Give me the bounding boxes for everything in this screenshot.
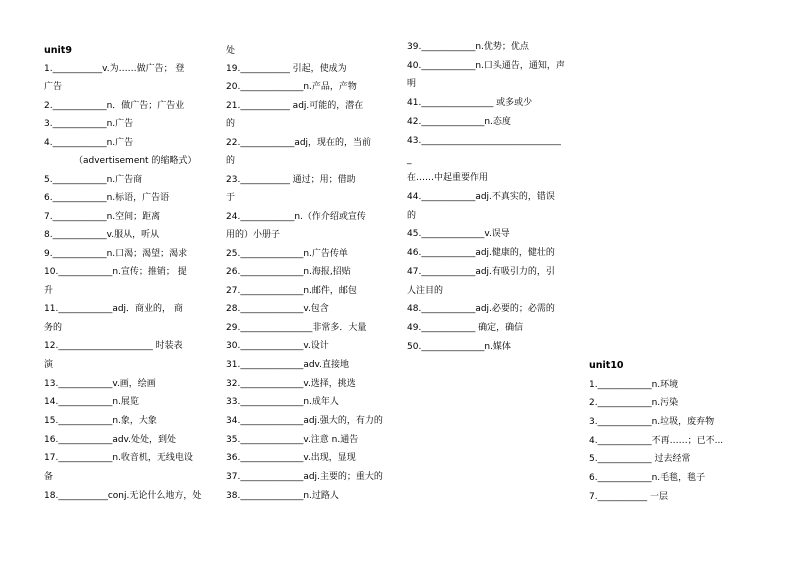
vocab-line: 1.____________n.环境 [589, 380, 679, 390]
vocab-line: 28.______________v.包含 [226, 304, 329, 314]
vocab-line: 19.___________ 引起，使成为 [226, 64, 347, 74]
vocab-line: 12._____________________ 时装表 [44, 341, 183, 351]
vocab-line: 27.______________n.邮件，邮包 [226, 286, 357, 296]
vocab-line: 47.____________adj.有吸引力的，引 [407, 267, 555, 277]
unit-heading: unit10 [589, 360, 624, 371]
vocab-line: 升 [44, 286, 54, 296]
vocab-line: 3.____________n.广告 [44, 119, 134, 129]
vocab-line: 6.____________n.标语，广告语 [44, 193, 170, 203]
vocab-line: 4.____________不再……；已不... [589, 436, 724, 446]
vocab-line: 的 [226, 156, 236, 166]
vocab-line: 21.___________ adj.可能的，潜在 [226, 101, 364, 111]
vocab-line: 的 [226, 119, 236, 129]
vocab-line: 35.______________v.注意 n.通告 [226, 435, 359, 445]
vocab-line: 17.____________n.收音机，无线电设 [44, 453, 193, 463]
vocab-line: 5.____________ 过去经常 [589, 454, 691, 464]
vocab-line: 22.____________adj，现在的，当前 [226, 138, 372, 148]
vocab-line: 42.______________n.态度 [407, 117, 511, 127]
vocab-line: 26.______________n.海报,招贴 [226, 267, 351, 277]
vocab-line: 23.___________ 通过；用；借助 [226, 175, 356, 185]
vocab-line: 39.____________n.优势；优点 [407, 42, 529, 52]
vocab-line: 45.______________v.误导 [407, 229, 510, 239]
vocab-line: 41.________________ 或多或少 [407, 98, 533, 108]
vocab-line: 明 [407, 79, 417, 89]
vocab-line: 40.____________n.口头通告，通知，声 [407, 61, 565, 71]
vocab-line: （advertisement 的缩略式） [74, 156, 197, 166]
vocab-line: 36.______________v.出现，显现 [226, 453, 356, 463]
vocab-line: 37.______________adj.主要的；重大的 [226, 472, 383, 482]
vocab-line: 2.____________n.污染 [589, 398, 679, 408]
vocab-line: 16.____________adv.处处，到处 [44, 435, 177, 445]
vocab-line: 44.____________adj.不真实的，错误 [407, 192, 555, 202]
vocab-line: 5.____________n.广告商 [44, 175, 143, 185]
vocab-line: 32.______________v.选择，挑选 [226, 379, 356, 389]
vocab-line: 于 [226, 193, 236, 203]
vocab-line: 20.______________n.产品，产物 [226, 82, 357, 92]
vocab-line: 25.______________n.广告传单 [226, 249, 348, 259]
vocab-line: 广告 [44, 82, 63, 92]
vocab-line: 用的）小册子 [226, 230, 281, 240]
vocab-line: 30.______________v.设计 [226, 341, 329, 351]
vocab-line: 48.____________adj.必要的；必需的 [407, 304, 555, 314]
vocab-line: 15.____________n.象，大象 [44, 416, 157, 426]
vocab-line: 31.______________adv.直接地 [226, 360, 350, 370]
vocab-line: 在……中起重要作用 [407, 173, 489, 183]
vocab-line: 3.____________n.垃圾，废弃物 [589, 417, 715, 427]
vocab-line: 10.____________n.宣传；推销； 提 [44, 267, 187, 277]
vocab-line: 18.___________conj.无论什么地方，处 [44, 491, 202, 501]
vocab-line: 7.___________ 一层 [589, 492, 668, 502]
vocab-line: 29.________________非常多．大量 [226, 323, 367, 333]
vocab-line: 务的 [44, 323, 63, 333]
vocab-line: 8.____________v.服从，听从 [44, 230, 160, 240]
vocab-line: 备 [44, 472, 54, 482]
vocab-line: 49.____________ 确定，确信 [407, 323, 524, 333]
vocab-line: 50.______________n.媒体 [407, 342, 511, 352]
vocab-line: 33.______________n.成年人 [226, 397, 339, 407]
vocab-line: 38.______________n.过路人 [226, 491, 339, 501]
vocab-line: 4.____________n.广告 [44, 138, 134, 148]
vocab-line: 13.____________v.画，绘画 [44, 379, 156, 389]
vocab-line: 处 [226, 46, 236, 56]
vocab-line: 演 [44, 360, 54, 370]
vocab-line: 6.____________n.毛毯，毯子 [589, 473, 706, 483]
vocab-line: 9.____________n.口渴；渴望；渴求 [44, 249, 188, 259]
vocab-line: 11.____________adj．商业的， 商 [44, 304, 183, 314]
vocab-line: 7.____________n.空间；距离 [44, 212, 161, 222]
vocab-line: 24.____________n.（作介绍或宣传 [226, 212, 366, 222]
vocab-line: 人注目的 [407, 286, 444, 296]
vocab-line: 2.____________n．做广告；广告业 [44, 101, 185, 111]
vocab-line: 1.___________v.为……做广告； 登 [44, 64, 185, 74]
vocab-line: 46.____________adj.健康的，健壮的 [407, 248, 555, 258]
unit-heading: unit9 [44, 45, 72, 56]
vocab-line: 43._______________________________ [407, 136, 561, 146]
vocab-line: 34.______________adj.强大的，有力的 [226, 416, 383, 426]
vocab-line: _ [407, 155, 412, 165]
vocab-line: 的 [407, 211, 417, 221]
vocab-line: 14.____________n.展览 [44, 397, 139, 407]
